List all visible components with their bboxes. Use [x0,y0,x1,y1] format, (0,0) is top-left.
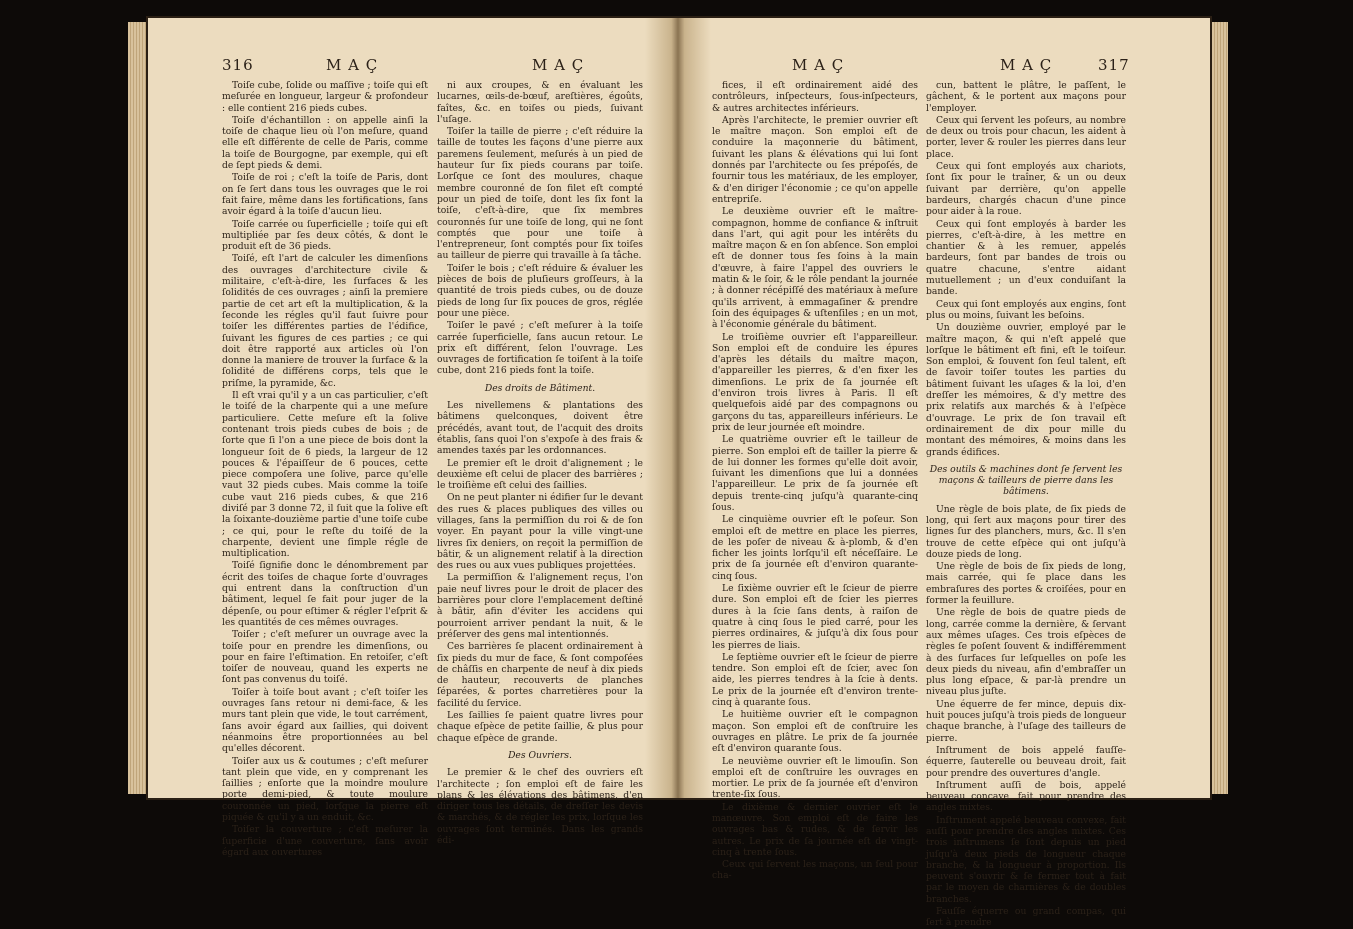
right-page-number: 317 [1098,56,1130,74]
paragraph: fices, il eſt ordinairement aidé des contrôleurs, inſpecteurs, ſous-inſpecteurs, & autres architectes inférieurs. [712,80,918,114]
paragraph: cun, battent le plâtre, le paſſent, le gâchent, & le portent aux maçons pour l'employer. [926,80,1126,114]
paragraph: Toiſe cube, ſolide ou maſſive ; toiſe qui eſt meſurée en longueur, largeur & profondeur : elle contient 216 pieds cubes. [222,80,428,114]
paragraph: Des droits de Bâtiment. [484,382,596,394]
paragraph: Toiſer la taille de pierre ; c'eſt réduire la taille de toutes les façons d'une pierre aux paremens ſeulement, meſurés à un pied de hauteur ſur ſix pieds courans par toiſe. Lorſque ce ſont des moulures, chaque membre couronné de ſon filet eſt compté pour un pied de toiſe, dont les ſix font la toiſe, c'eſt-à-dire, que ſix membres couronnés ſur une toiſe de long, qui ne ſont comptés que pour une toiſe à l'entrepreneur, ſont comptés pour ſix toiſes au tailleur de pierre qui travaille à ſa tâche. [437,126,643,262]
paragraph: Inſtrument auſſi de bois, appelé beuveau concave, fait pour prendre des angles mixtes. [926,779,1126,814]
paragraph: Ceux qui ſont employés à barder les pierres, c'eſt-à-dire, à les mettre en chantier & à les remuer, appelés bardeurs, ſont par bandes de trois ou quatre chacune, s'entre aidant mutuellement ; un d'eux conduiſant la bande. [926,218,1126,298]
book-gutter [645,18,711,798]
left-page-number: 316 [222,56,254,74]
paragraph: Toiſe de roi ; c'eſt la toiſe de Paris, dont on ſe ſert dans tous les ouvrages que le roi fait faire, même dans les fortifications, ſans avoir égard à la toiſe d'aucun lieu. [222,172,428,218]
paragraph: Le cinquième ouvrier eſt le poſeur. Son emploi eſt de mettre en place les pierres, de les poſer de niveau & à-plomb, & d'en ficher les joints lorſqu'il eſt néceſſaire. Le prix de ſa journée eſt d'environ quarante-cinq ſous. [712,514,918,582]
right-column-1 [712,80,918,882]
paragraph: Une règle de bois de quatre pieds de long, carrée comme la dernière, & ſervant aux mêmes uſages. Ces trois eſpèces de règles ſe poſent ſouvent & indifféremment à des ſurfaces ſur leſquelles on poſe les deux pieds du niveau, afin d'embraſſer un plus long eſpace, & par-là prendre un niveau plus juſte. [926,607,1126,698]
paragraph: Le ſeptième ouvrier eſt le ſcieur de pierre tendre. Son emploi eſt de ſcier, avec ſon aide, les pierres tendres à la ſcie à dents. Le prix de la journée eſt d'environ trente-cinq à quarante ſous. [712,651,918,709]
paragraph: Ceux qui ſervent les poſeurs, au nombre de deux ou trois pour chacun, les aident à porter, lever & rouler les pierres dans leur place. [926,114,1126,160]
paragraph: Ceux qui ſervent les maçons, un ſeul pour cha- [712,859,918,882]
left-column-2 [437,80,643,846]
left-page-header-left: M A Ç [326,56,379,74]
paragraph: Il eſt vrai qu'il y a un cas particulier, c'eſt le toiſé de la charpente qui a une meſure particuliere. Cette meſure eſt la ſolive contenant trois pieds cubes de bois ; de ſorte que ſi l'on a une piece de bois dont la longueur ſoit de 6 pieds, la largeur de 12 pouces & l'épaiſſeur de 6 pouces, cette piece compoſera une ſolive, parce qu'elle vaut 32 pieds cubes. Mais comme la toiſe cube vaut 216 pieds cubes, & que 216 diviſé par 3 donne 72, il ſuit que la ſolive eſt la ſoixante-douzième partie d'une toiſe cube ; ce qui, pour le reſte du toiſé de la charpente, devient une ſimple régle de multiplication. [222,390,428,560]
paragraph: Le premier & le chef des ouvriers eſt l'architecte ; ſon emploi eſt de faire les plans & les élévations des bâtimens, d'en diriger tous les détails, de dreſſer les devis & marchés, & de régler les prix, lorſque les ouvrages ſont terminés. Dans les grands édi- [437,767,643,846]
paragraph: Le huitième ouvrier eſt le compagnon maçon. Son emploi eſt de conſtruire les ouvrages en plâtre. Le prix de ſa journée eſt d'environ quarante ſous. [712,709,918,755]
paragraph: Toiſé, eſt l'art de calculer les dimenſions des ouvrages d'architecture civile & militaire, c'eſt-à-dire, les ſurfaces & les ſolidités de ces ouvrages ; ainſi la premiere partie de cet art eſt la multiplication, & la ſeconde les régles qu'il faut ſuivre pour toiſer les différentes parties de l'édifice, ſuivant les figures de ces parties ; ce qui doit être rapporté aux articles où l'on donne la maniere de trouver la ſurface & la ſolidité de différens corps, tels que le priſme, la pyramide, &c. [222,253,428,389]
paragraph: Le deuxième ouvrier eſt le maître-compagnon, homme de confiance & inſtruit dans l'art, qui agit pour les intérêts du maître maçon & en ſon abſence. Son emploi eſt de donner tous ſes ſoins à la main d'œuvre, à faire l'appel des ouvriers le matin & le ſoir, & le rôle pendant la journée ; à donner récépiſſé des matériaux à meſure qu'ils arrivent, à emmagaſiner & prendre ſoin des équipages & uſtenſiles ; en un mot, à l'économie générale du bâtiment. [712,206,918,331]
paragraph: Inſtrument appelé beuveau convexe, fait auſſi pour prendre des angles mixtes. Ces trois inſtrumens ſe ſont depuis un pied juſqu'à deux pieds de longueur chaque branche, & la longueur à proportion. Ils peuvent s'ouvrir & ſe fermer tout à fait par le moyen de charnières & de doubles branches. [926,814,1126,905]
paragraph: Toiſer la couverture ; c'eſt meſurer la ſuperficie d'une couverture, ſans avoir égard aux ouvertures [222,824,428,858]
paragraph: Le ſixième ouvrier eſt le ſcieur de pierre dure. Son emploi eſt de ſcier les pierres dures à la ſcie ſans dents, à raiſon de quatre à cinq ſous le pied carré, pour les pierres ordinaires, & juſqu'à dix ſous pour les pierres de liais. [712,583,918,651]
paragraph: Fauſſe équerre ou grand compas, qui ſert à prendre [926,906,1126,929]
paragraph: Le dixième & dernier ouvrier eſt le manœuvre. Son emploi eſt de faire les ouvrages bas & rudes, & de ſervir les autres. Le prix de ſa journée eſt de vingt-cinq à trente ſous. [712,801,918,858]
paragraph: Le neuvième ouvrier eſt le limouſin. Son emploi eſt de conſtruire les ouvrages en mortier. Le prix de ſa journée eſt d'environ trente-ſix ſous. [712,755,918,801]
right-column-2 [926,80,1126,929]
paragraph: On ne peut planter ni édifier ſur le devant des rues & places publiques des villes ou villages, ſans la permiſſion du roi & de ſon voyer. En payant pour la ville vingt-une livres ſix deniers, on reçoit la permiſſion de bâtir, & un alignement relatif à la direction des rues ou aux vues publiques projettées. [437,492,643,572]
paragraph: Ces barrières ſe placent ordinairement à ſix pieds du mur de face, & ſont compoſées de châſſis en charpente de neuf à dix pieds de hauteur, recouverts de planches ſéparées, & portes charretières pour la facilité du ſervice. [437,641,643,709]
paragraph: Les nivellemens & plantations des bâtimens quelconques, doivent être précédés, avant tout, de l'acquit des droits établis, ſans quoi l'on s'expoſe à des frais & amendes taxés par les ordonnances. [437,400,643,457]
paragraph: Toiſer aux us & coutumes ; c'eſt meſurer tant plein que vide, en y comprenant les ſaillies ; enſorte que la moindre moulure porte demi-pied, & toute moulure couronnée un pied, lorſque la pierre eſt piquée & qu'il y a un enduit, &c. [222,755,428,823]
paragraph: Le quatrième ouvrier eſt le tailleur de pierre. Son emploi eſt de tailler la pierre & de lui donner les formes qu'elle doit avoir, ſuivant les dimenſions que lui a données l'appareilleur. Le prix de ſa journée eſt depuis trente-cinq juſqu'à quarante-cinq ſous. [712,434,918,513]
left-column-1 [222,80,428,858]
paragraph: Inſtrument de bois appelé fauſſe-équerre, ſauterelle ou beuveau droit, fait pour prendre des ouvertures d'angle. [926,744,1126,779]
paragraph: Des Ouvriers. [508,749,572,761]
right-page-header-right: M A Ç [1000,56,1053,74]
paragraph: Un douzième ouvrier, employé par le maître maçon, & qui n'eſt appelé que lorſque le bâtiment eſt fini, eſt le toiſeur. Son emploi, & ſouvent ſon ſeul talent, eſt de ſavoir toiſer toutes les parties du bâtiment ſuivant les uſages & la loi, d'en dreſſer les mémoires, & d'y mettre des prix relatifs aux marchés & à l'eſpèce d'ouvrage. Le prix de ſon travail eſt ordinairement de dix pour mille du montant des mémoires, & moins dans les grands édifices. [926,322,1126,458]
paragraph: Une règle de bois plate, de ſix pieds de long, qui ſert aux maçons pour tirer des lignes ſur des planchers, murs, &c. Il s'en trouve de cette eſpèce qui ont juſqu'à douze pieds de long. [926,503,1126,560]
paragraph: Toiſer ; c'eſt meſurer un ouvrage avec la toiſe pour en prendre les dimenſions, ou pour en faire l'eſtimation. En retoiſer, c'eſt toiſer de nouveau, quand les experts ne ſont pas convenus du toiſé. [222,629,428,686]
paragraph: Toiſer le bois ; c'eſt réduire & évaluer les pièces de bois de pluſieurs groſſeurs, à la quantité de trois pieds cubes, ou de douze pieds de long ſur ſix pouces de gros, réglée pour une pièce. [437,262,643,319]
paragraph: Les ſaillies ſe paient quatre livres pour chaque eſpèce de petite ſaillie, & plus pour chaque eſpèce de grande. [437,710,643,744]
paragraph: Toiſe carrée ou ſuperficielle ; toiſe qui eſt multipliée par ſes deux côtés, & dont le produit eſt de 36 pieds. [222,218,428,253]
paragraph: ni aux croupes, & en évaluant les lucarnes, œils-de-bœuf, areſtières, égoûts, faîtes, &c. en toiſes ou pieds, ſuivant l'uſage. [437,80,643,125]
right-page-header-left: M A Ç [792,56,845,74]
paragraph: Ceux qui ſont employés aux engins, ſont plus ou moins, ſuivant les beſoins. [926,298,1126,321]
paragraph: Toiſe d'échantillon : on appelle ainſi la toiſe de chaque lieu où l'on meſure, quand elle eſt différente de celle de Paris, comme la toiſe de Bourgogne, par exemple, qui eſt de ſept pieds & demi. [222,114,428,172]
paragraph: Une règle de bois de ſix pieds de long, mais carrée, qui ſe place dans les embraſures des portes & croiſées, pour en former la feuillure. [926,561,1126,607]
paragraph: Après l'architecte, le premier ouvrier eſt le maître maçon. Son emploi eſt de conduire la maçonnerie du bâtiment, ſuivant les plans & élévations qui lui ſont donnés par l'architecte ou ſes prépoſés, de fournir tous les matériaux, de les employer, & d'en diriger l'économie ; ce qu'on appelle entrepriſe. [712,114,918,205]
paragraph: Une équerre de fer mince, depuis dix-huit pouces juſqu'à trois pieds de longueur chaque branche, à l'uſage des tailleurs de pierre. [926,698,1126,744]
paragraph: Le premier eſt le droit d'alignement ; le deuxième eſt celui de placer des barrières ; le troiſième eſt celui des ſaillies. [437,457,643,492]
paragraph: Ceux qui ſont employés aux chariots, ſont ſix pour le traîner, & un ou deux ſuivant par derrière, qu'on appelle bardeurs, chargés chacun d'une pince pour aider à la roue. [926,161,1126,218]
paragraph: Toiſer à toiſe bout avant ; c'eſt toiſer les ouvrages ſans retour ni demi-face, & les murs tant plein que vide, le tout carrément, ſans avoir égard aux ſaillies, qui doivent néanmoins être proportionnées au bel qu'elles décorent. [222,686,428,755]
paragraph: Des outils & machines dont ſe ſervent les maçons & tailleurs de pierre dans les bâtimens. [929,463,1123,498]
paragraph: Le troiſième ouvrier eſt l'appareilleur. Son emploi eſt de conduire les épures d'après les détails du maître maçon, d'appareiller les pierres, & d'en fixer les dimenſions. Le prix de ſa journée eſt d'environ trois livres à Paris. Il eſt quelquefois aidé par des compagnons ou garçons du tas, appareilleurs inférieurs. Le prix de leur journée eſt moindre. [712,331,918,433]
paragraph: Toiſer le pavé ; c'eſt meſurer à la toiſe carrée ſuperficielle, ſans aucun retour. Le prix eſt différent, ſelon l'ouvrage. Les ouvrages de fortification ſe toiſent à la toiſe cube, dont 216 pieds font la toiſe. [437,320,643,377]
paragraph: Toiſé ſignifie donc le dénombrement par écrit des toiſes de chaque ſorte d'ouvrages qui entrent dans la conſtruction d'un bâtiment, lequel ſe fait pour juger de la dépenſe, ou pour eſtimer & régler l'eſprit & les quantités de ces mêmes ouvrages. [222,560,428,628]
paragraph: La permiſſion & l'alignement reçus, l'on paie neuf livres pour le droit de placer des barrières pour clore l'emplacement deſtiné à bâtir, afin d'éviter les accidens qui pourroient arriver pendant la nuit, & le préſerver des gens mal intentionnés. [437,572,643,640]
left-page-header-right: M A Ç [532,56,585,74]
